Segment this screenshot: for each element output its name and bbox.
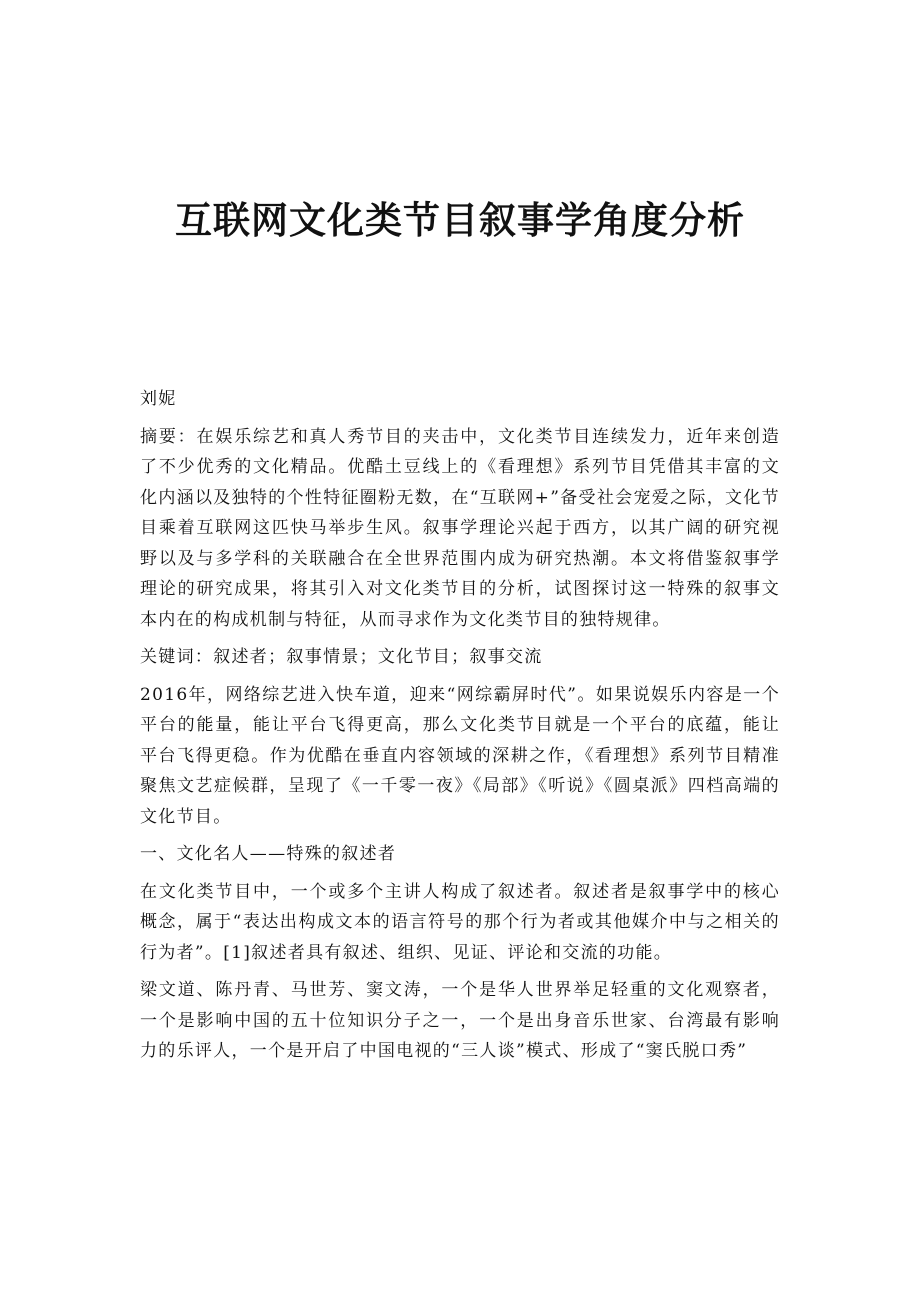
section-heading: 一、文化名人——特殊的叙述者: [140, 844, 397, 864]
document-title: 互联网文化类节目叙事学角度分析: [175, 199, 745, 242]
author-name: 刘妮: [140, 389, 177, 409]
abstract-paragraph: 摘要：在娱乐综艺和真人秀节目的夹击中，文化类节目连续发力，近年来创造了不少优秀的文化精品。优酷土豆线上的《看理想》系列节目凭借其丰富的文化内涵以及独特的个性特征圈粉无数，在“互联网+”备受社会宠爱之际，文化节目乘着互联网这匹快马举步生风。叙事学理论兴起于西方，以其广阔的研究视野以及与多学科的关联融合在全世界范围内成为研究热潮。本文将借鉴叙事学理论的研究成果，将其引入对文化类节目的分析，试图探讨这一特殊的叙事文本内在的构成机制与特征，从而寻求作为文化类节目的独特规律。: [140, 426, 780, 630]
document-body: [140, 384, 780, 1067]
body-paragraph: 2016年，网络综艺进入快车道，迎来“网综霸屏时代”。如果说娱乐内容是一个平台的能量，能让平台飞得更高，那么文化类节目就是一个平台的底蕴，能让平台飞得更稳。作为优酷在垂直内容领域的深耕之作，《看理想》系列节目精准聚焦文艺症候群，呈现了《一千零一夜》《局部》《听说》《圆桌派》四档高端的文化节目。: [140, 684, 780, 827]
keywords-paragraph: 关键词：叙述者；叙事情景；文化节目；叙事交流: [140, 647, 543, 667]
body-paragraph: 梁文道、陈丹青、马世芳、窦文涛，一个是华人世界举足轻重的文化观察者，一个是影响中国的五十位知识分子之一，一个是出身音乐世家、台湾最有影响力的乐评人，一个是开启了中国电视的“三人谈”模式、形成了“窦氏脱口秀”: [140, 980, 780, 1061]
body-paragraph: 在文化类节目中，一个或多个主讲人构成了叙述者。叙述者是叙事学中的核心概念，属于“表达出构成文本的语言符号的那个行为者或其他媒介中与之相关的行为者”。[1]叙述者具有叙述、组织、见证、评论和交流的功能。: [140, 881, 780, 963]
